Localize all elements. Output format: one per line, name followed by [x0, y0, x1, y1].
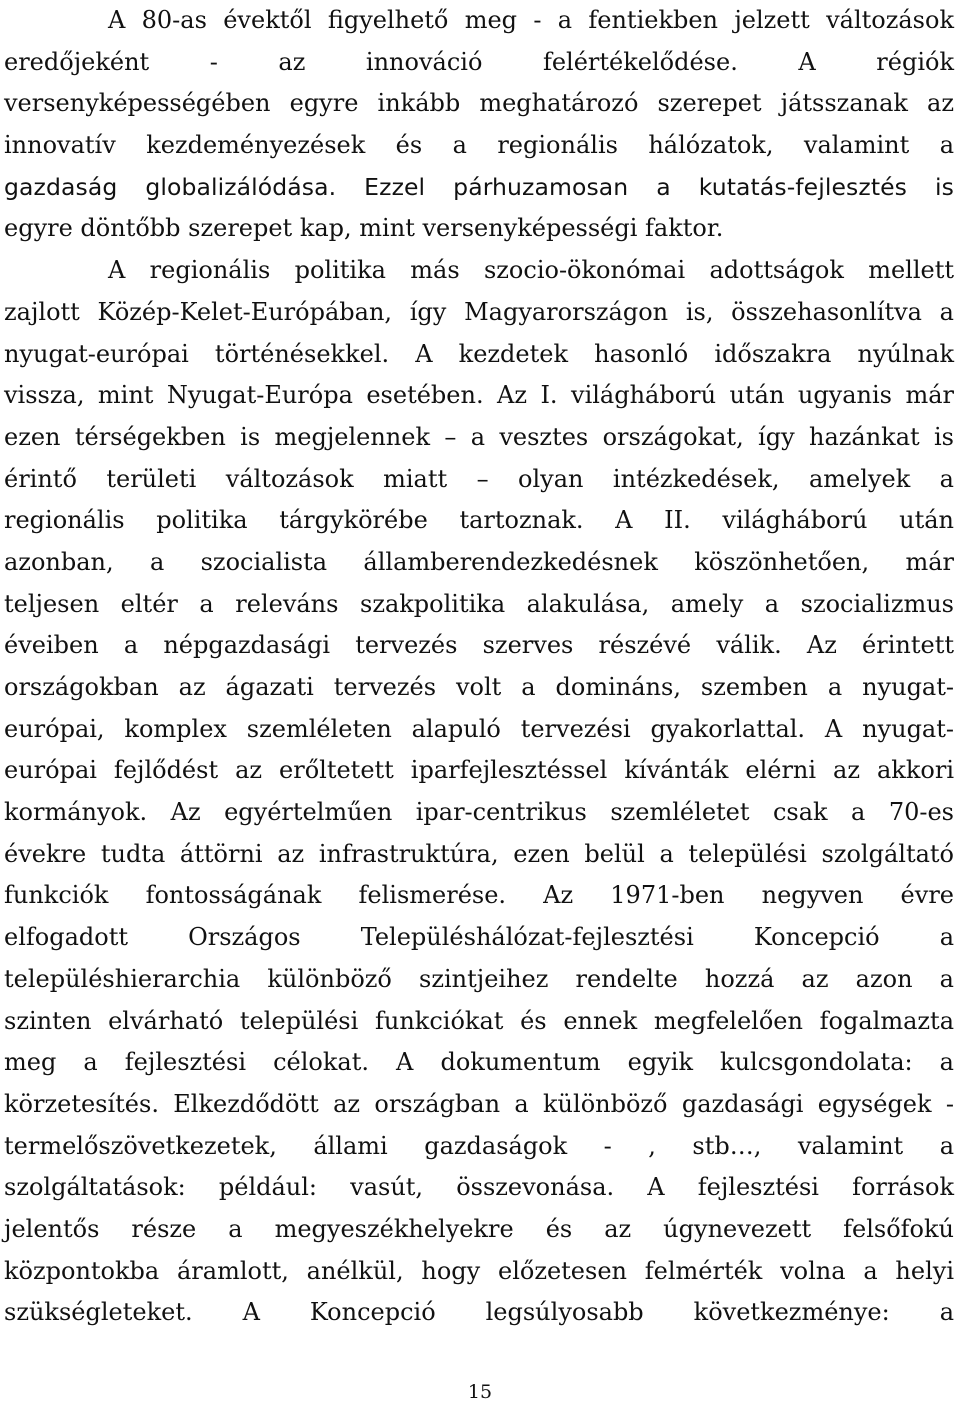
paragraph-line: innovatív kezdeményezések és a regionális hálózatok, valamint a	[4, 131, 954, 160]
paragraph-line: országokban az ágazati tervezés volt a domináns, szemben a nyugat-	[4, 673, 954, 701]
paragraph-line: meg a fejlesztési célokat. A dokumentum egyik kulcsgondolata: a	[4, 1048, 954, 1077]
paragraph-line: szinten elvárható települési funkciókat és ennek megfelelően fogalmazta	[4, 1006, 954, 1035]
paragraph-line: európai fejlődést az erőltetett iparfejlesztéssel kívánták elérni az akkori	[4, 756, 954, 785]
paragraph-line: teljesen eltér a releváns szakpolitika alakulása, amely a szocializmus	[4, 589, 954, 618]
body-text	[4, 0, 954, 1334]
paragraph-line: azonban, a szocialista államberendezkedésnek köszönhetően, már	[4, 547, 954, 576]
paragraph-line: versenyképességében egyre inkább meghatározó szerepet játsszanak az	[4, 89, 954, 118]
paragraph-line: A regionális politika más szocio-ökonómai adottságok mellett	[108, 256, 954, 285]
paragraph-line: kormányok. Az egyértelműen ipar-centrikus szemléletet csak a 70-es	[4, 798, 954, 827]
page-number: 15	[467, 1381, 493, 1403]
paragraph-line: településhierarchia különböző szintjeihez rendelte hozzá az azon a	[4, 964, 954, 993]
paragraph-line: éveiben a népgazdasági tervezés szerves részévé válik. Az érintett	[4, 631, 954, 660]
paragraph-line: A 80-as évektől figyelhető meg - a fentiekben jelzett változások	[108, 6, 954, 34]
paragraph-line: jelentős része a megyeszékhelyekre és az úgynevezett felsőfokú	[4, 1214, 954, 1243]
paragraph-line: központokba áramlott, anélkül, hogy előzetesen felmérték volna a helyi	[4, 1256, 954, 1285]
paragraph-line: egyre döntőbb szerepet kap, mint versenyképességi faktor.	[4, 214, 724, 243]
paragraph-line: termelőszövetkezetek, állami gazdaságok - , stb…, valamint a	[4, 1131, 954, 1160]
paragraph-line: szolgáltatások: például: vasút, összevonása. A fejlesztési források	[4, 1173, 954, 1202]
paragraph-line: gazdaság globalizálódása. Ezzel párhuzamosan a kutatás-fejlesztés is	[4, 172, 954, 201]
paragraph-line: ezen térségekben is megjelennek – a vesztes országokat, így hazánkat is	[4, 422, 954, 451]
paragraph-line: nyugat-európai történésekkel. A kezdetek hasonló időszakra nyúlnak	[4, 339, 954, 368]
paragraph-line: regionális politika tárgykörébe tartoznak. A II. világháború után	[4, 506, 954, 535]
paragraph-line: elfogadott Országos Településhálózat-fejlesztési Koncepció a	[4, 923, 954, 952]
paragraph-line: körzetesítés. Elkezdődött az országban a különböző gazdasági egységek -	[4, 1089, 954, 1118]
paragraph-line: vissza, mint Nyugat-Európa esetében. Az I. világháború után ugyanis már	[4, 381, 954, 410]
paragraph-line: európai, komplex szemléleten alapuló tervezési gyakorlattal. A nyugat-	[4, 714, 954, 743]
paragraph-line: zajlott Közép-Kelet-Európában, így Magyarországon is, összehasonlítva a	[4, 297, 954, 326]
paragraph-line: funkciók fontosságának felismerése. Az 1971-ben negyven évre	[4, 881, 954, 910]
paragraph-line: évekre tudta áttörni az infrastruktúra, ezen belül a települési szolgáltató	[4, 839, 954, 868]
paragraph-line: eredőjeként - az innováció felértékelődése. A régiók	[4, 47, 954, 76]
paragraph-line: szükségleteket. A Koncepció legsúlyosabb következménye: a	[4, 1298, 954, 1327]
paragraph-line: érintő területi változások miatt – olyan intézkedések, amelyek a	[4, 464, 954, 493]
